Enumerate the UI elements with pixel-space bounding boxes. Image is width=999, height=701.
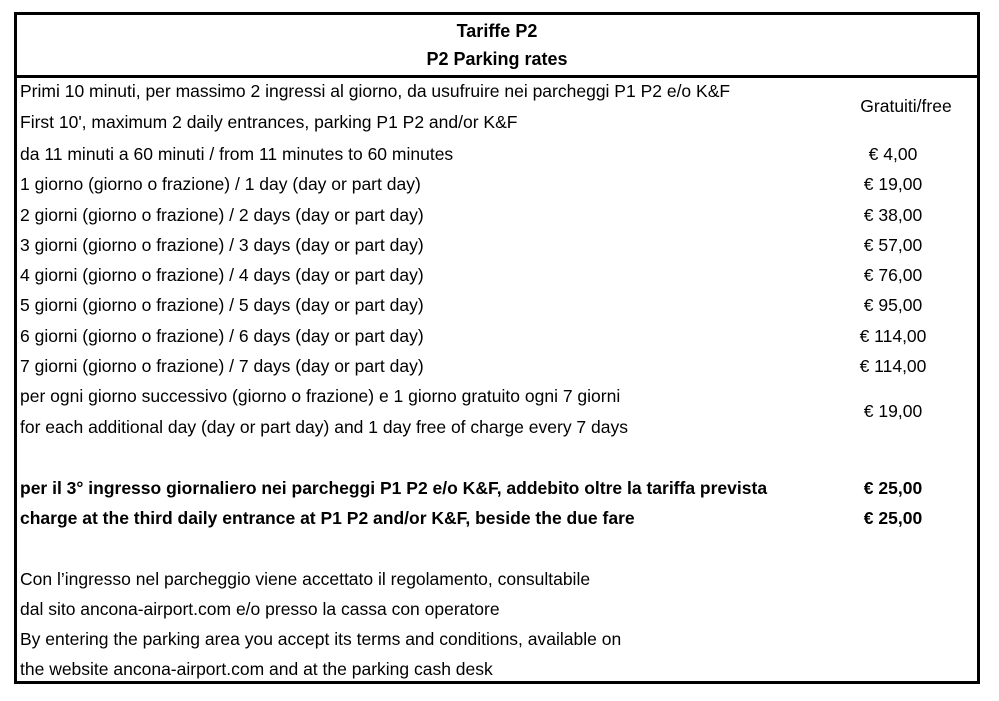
rate-row-price: € 19,00 [863,174,923,194]
additional-day-italian: per ogni giorno successivo (giorno o frazione) e 1 giorno gratuito ogni 7 giorni [20,386,621,406]
rate-row-label: 6 giorni (giorno o frazione) / 6 days (day or part day) [20,326,424,346]
third-entrance-italian: per il 3° ingresso giornaliero nei parcheggi P1 P2 e/o K&F, addebito oltre la tariffa prevista [20,478,768,498]
first-rate-price: Gratuiti/free [860,96,952,116]
third-entrance-price-english: € 25,00 [863,508,923,528]
rate-row-price: € 76,00 [863,265,923,285]
terms-line: Con l’ingresso nel parcheggio viene accettato il regolamento, consultabile [20,569,591,589]
terms-line: the website ancona-airport.com and at the parking cash desk [20,659,493,679]
title-italian: Tariffe P2 [456,21,538,41]
terms-line: dal sito ancona-airport.com e/o presso la cassa con operatore [20,599,500,619]
rate-row-price: € 114,00 [859,326,927,346]
rate-row-price: € 57,00 [863,235,923,255]
title-english: P2 Parking rates [426,49,568,69]
rate-row-label: 2 giorni (giorno o frazione) / 2 days (day or part day) [20,205,424,225]
rate-row-label: 3 giorni (giorno o frazione) / 3 days (day or part day) [20,235,424,255]
title-header [17,15,977,78]
rate-row-label: 5 giorni (giorno o frazione) / 5 days (day or part day) [20,295,424,315]
rate-row-label: da 11 minuti a 60 minuti / from 11 minutes to 60 minutes [20,144,454,164]
first-rate-english: First 10', maximum 2 daily entrances, parking P1 P2 and/or K&F [20,112,518,132]
rate-row-label: 4 giorni (giorno o frazione) / 4 days (day or part day) [20,265,424,285]
first-rate-italian: Primi 10 minuti, per massimo 2 ingressi al giorno, da usufruire nei parcheggi P1 P2 e/o K&F [20,81,731,101]
rate-row-price: € 38,00 [863,205,923,225]
rate-row-price: € 95,00 [863,295,923,315]
additional-day-price: € 19,00 [863,401,923,421]
third-entrance-price-italian: € 25,00 [863,478,923,498]
additional-day-english: for each additional day (day or part day) and 1 day free of charge every 7 days [20,417,628,437]
rate-row-price: € 4,00 [868,144,918,164]
rate-row-label: 1 giorno (giorno o frazione) / 1 day (day or part day) [20,174,421,194]
terms-line: By entering the parking area you accept its terms and conditions, available on [20,629,622,649]
third-entrance-english: charge at the third daily entrance at P1 P2 and/or K&F, beside the due fare [20,508,635,528]
rate-row-label: 7 giorni (giorno o frazione) / 7 days (day or part day) [20,356,424,376]
rate-row-price: € 114,00 [859,356,927,376]
rates-table [14,12,980,684]
